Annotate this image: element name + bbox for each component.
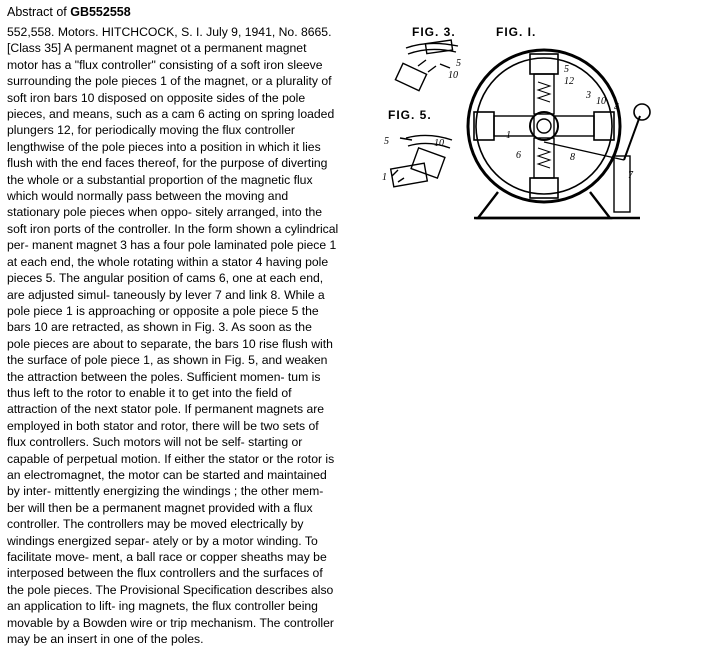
fig1-label-7: 7	[628, 170, 633, 181]
fig5-label-10: 10	[434, 138, 444, 149]
fig1-label-4: 4	[614, 102, 619, 113]
fig1-label-10: 10	[596, 96, 606, 107]
fig1-label-12: 12	[564, 76, 574, 87]
patent-number: GB552558	[70, 5, 131, 19]
fig1-drawing	[468, 50, 650, 218]
abstract-text: 552,558. Motors. HITCHCOCK, S. I. July 9, 1941, No. 8665. [Class 35] A permanent magnet ot a permanent magnet motor has a "flux controller" consisting of a soft iron sleeve surrounding the pole pieces 1 of the magnet, or a plurality of soft iron bars 10 disposed on opposite sides of the pole pieces, and means, such as a cam 6 acting on spring loaded plungers 12, for periodically moving the flux controller lengthwise of the pole pieces into a position in which it lies flush with the end faces thereof, for the purpose of diverting the whole or a substantial proportion of the magnetic flux which would normally pass between the moving and stationary pole pieces when oppo- sitely arranged, into the soft iron ports of the controller. In the form shown a cylindrical per- manent magnet 3 has a four pole laminated pole piece 1 at each end, the whole rotating within a stator 4 having pole pieces 5. The angular position of cams 6, one at each end, are adjusted simul- taneously by lever 7 and link 8. While a pole piece 1 is approaching or opposite a pole piece 5 the bars 10 are retracted, as shown in Fig. 3. As soon as the pole pieces are about to separate, the bars 10 rise flush with the surface of pole piece 1, as shown in Fig. 5, and weaken the attraction between the poles. Sufficient momen- tum is thus left to the rotor to enable it to get into the field of attraction of the next stator pole. If permanent magnets are employed in both stator and rotor, there will be two sets of flux controllers. Such motors will not be self- starting or capable of perpetual motion. If either the stator or the rotor is an electromagnet, the motor can be started and maintained by inter- mittently energizing the windings ; the other mem- ber will then be a permanent magnet provided with a flux controller. The controllers may be moved electrically by windings energized separ- ately or by a motor winding. To facilitate move- ment, a ball race or copper sheaths may be interposed between the flux controllers and the surfaces of the pole pieces. The Provisional Specification describes also an application to lift- ing magnets, the flux controller being movable by a Bowden wire or trip mechanism. The controller may be an insert in one of the poles.	[7, 25, 339, 647]
abstract-title	[7, 4, 131, 20]
fig1-label-8: 8	[570, 152, 575, 163]
title-prefix: Abstract of	[7, 5, 67, 19]
fig5-label-5: 5	[384, 136, 389, 147]
fig3-label-5: 5	[456, 58, 461, 69]
fig3-label: FIG. 3.	[412, 25, 456, 39]
fig1-label-1: 1	[506, 130, 511, 141]
fig1-label: FIG. I.	[496, 25, 537, 39]
fig5-label-1: 1	[382, 172, 387, 183]
fig3-drawing	[395, 40, 458, 91]
fig1-label-5: 5	[564, 64, 569, 75]
fig1-label-3: 3	[586, 90, 591, 101]
fig5-label: FIG. 5.	[388, 108, 432, 122]
patent-drawing	[378, 20, 678, 220]
fig1-label-6: 6	[516, 150, 521, 161]
fig3-label-10: 10	[448, 70, 458, 81]
